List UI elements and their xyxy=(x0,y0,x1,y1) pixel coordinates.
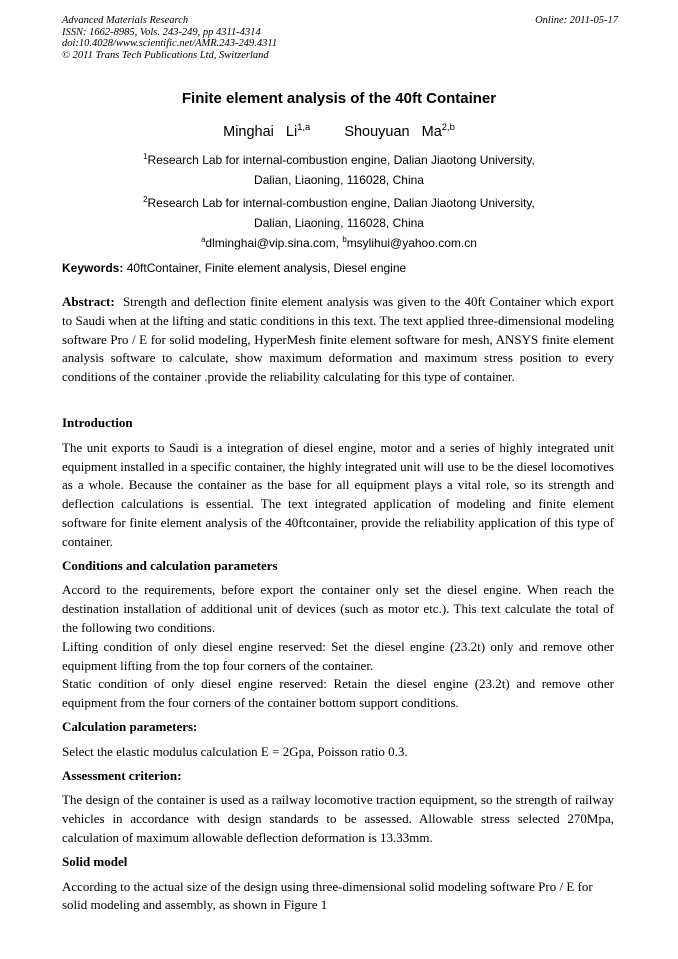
affiliation-mark: 2 xyxy=(143,195,148,204)
author-affiliation-mark: 2,b xyxy=(441,121,455,133)
section-heading-introduction: Introduction xyxy=(62,415,133,430)
affiliation-line-2: Dalian, Liaoning, 116028, China xyxy=(254,173,424,187)
conditions-paragraph-3: Static condition of only diesel engine reserved: Retain the diesel engine (23.2t) and remove other equipment from the four corners of the container bottom support conditions. xyxy=(62,676,614,711)
email-a[interactable]: dlminghai@vip.sina.com, xyxy=(205,236,339,250)
section-heading-assessment: Assessment criterion: xyxy=(62,767,182,783)
calculation-parameters-paragraph: Select the elastic modulus calculation E = 2Gpa, Poisson ratio 0.3. xyxy=(62,743,408,759)
journal-header xyxy=(62,15,618,61)
body-sections xyxy=(62,414,614,915)
keywords-text: 40ftContainer, Finite element analysis, Diesel engine xyxy=(126,261,407,275)
abstract xyxy=(62,293,614,387)
affiliation-line-2: Dalian, Liaoning, 116028, China xyxy=(254,216,424,230)
solid-model-paragraph: According to the actual size of the design using three-dimensional solid modeling software Pro / E for solid modeling and assembly, as shown in Figure 1 xyxy=(62,878,593,913)
author-last-name: Ma xyxy=(421,124,442,140)
journal-name: Advanced Materials Research xyxy=(62,15,189,26)
keywords-label: Keywords: xyxy=(62,261,124,275)
abstract-text: Strength and deflection finite element analysis was given to the 40ft Container which export to Saudi when at the lifting and static conditions in this text. The text applied three-dimensional modeling software Pro / E for solid modeling, HyperMesh finite element software for mesh, ANSYS finite element analysis software to calculate, show maximum deformation and maximum stress position to every conditions of the container .provide the reliability calculating for this type of container. xyxy=(62,294,614,385)
affiliation-line-1: Research Lab for internal-combustion engine, Dalian Jiaotong University, xyxy=(147,153,535,167)
copyright-line: © 2011 Trans Tech Publications Ltd, Switzerland xyxy=(62,49,269,61)
affiliation-line-1: Research Lab for internal-combustion engine, Dalian Jiaotong University, xyxy=(147,196,535,210)
author-emails xyxy=(0,236,678,250)
author-first-name: Minghai xyxy=(223,124,274,140)
affiliation-1 xyxy=(0,150,678,190)
issn-line: ISSN: 1662-8985, Vols. 243-249, pp 4311-4314 xyxy=(62,26,261,38)
email-mark-b: b xyxy=(342,235,347,244)
email-b[interactable]: msylihui@yahoo.com.cn xyxy=(346,236,477,250)
author-2 xyxy=(344,121,455,140)
keywords xyxy=(62,261,618,275)
affiliation-2 xyxy=(0,193,678,233)
affiliation-mark: 1 xyxy=(143,152,148,161)
email-mark-a: a xyxy=(201,235,206,244)
section-heading-solid-model: Solid model xyxy=(62,853,128,869)
author-first-name: Shouyuan xyxy=(344,124,410,140)
conditions-paragraph-1: Accord to the requirements, before export the container only set the diesel engine. When reach the destination installation of additional unit of devices (such as motor etc.). This text calculate the total of the following two conditions. xyxy=(62,582,614,635)
abstract-label: Abstract: xyxy=(62,294,115,309)
assessment-paragraph: The design of the container is used as a railway locomotive traction equipment, so the strength of railway vehicles in accordance with design standards to be assessed. Allowable stress selected 270Mpa, calculation of maximum allowable deflection deformation is 13.33mm. xyxy=(62,792,614,845)
author-1 xyxy=(223,121,311,140)
section-heading-conditions: Conditions and calculation parameters xyxy=(62,557,278,573)
author-affiliation-mark: 1,a xyxy=(297,121,311,133)
doi-line: doi:10.4028/www.scientific.net/AMR.243-249.4311 xyxy=(62,38,278,49)
introduction-paragraph: The unit exports to Saudi is a integration of diesel engine, motor and a series of highly integrated unit equipment installed in a specific container, the highly integrated unit will use to be the diesel locomotives as a whole. Because the container as the base for all equipment plays a vital role, so its strength and deflection calculations is essential. The text integrated application of modeling and finite element software for finite element analysis of the 40ftcontainer, provide the reliability application of this type of container. xyxy=(62,439,614,549)
paper-title: Finite element analysis of the 40ft Container xyxy=(181,90,497,107)
online-date: Online: 2011-05-17 xyxy=(535,15,618,26)
author-list xyxy=(0,121,678,140)
section-heading-calculation-parameters: Calculation parameters: xyxy=(62,718,198,734)
author-last-name: Li xyxy=(285,124,298,140)
conditions-paragraph-2: Lifting condition of only diesel engine reserved: Set the diesel engine (23.2t) only and remove other equipment lifting from the top four corners of the container. xyxy=(62,638,614,673)
